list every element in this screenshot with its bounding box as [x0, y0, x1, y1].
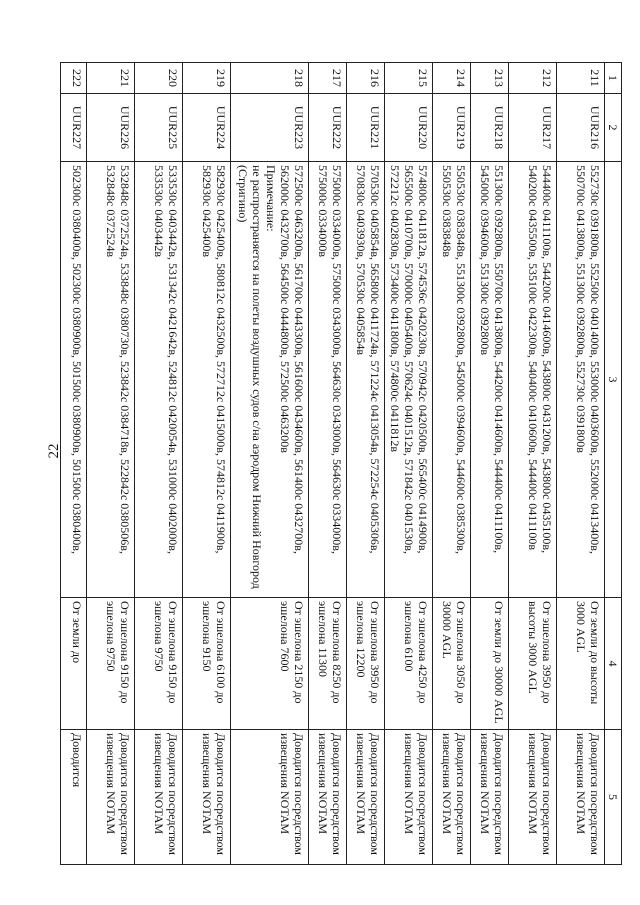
table-row — [135, 63, 183, 865]
zone-code-cell: UUR217 — [509, 94, 557, 162]
table-row — [509, 63, 557, 865]
header-cell: 3 — [605, 162, 622, 598]
row-number-cell: 218 — [231, 63, 309, 94]
altitude-cell: От земли до — [61, 598, 87, 730]
coordinates-cell — [231, 162, 309, 598]
restricted-zones-table — [60, 62, 622, 865]
coordinates-cell — [433, 162, 471, 598]
row-number-cell: 221 — [87, 63, 135, 94]
header-cell: 5 — [605, 730, 622, 865]
coordinates-text: 551300с 0392800в, 550700с 0413800в, 544200с 0414600в, 544400с 0411100в, 545000с 0394600в, 551300с 0392800в — [478, 165, 506, 554]
table-row — [433, 63, 471, 865]
coordinates-cell — [557, 162, 605, 598]
page-number: 22 — [46, 443, 62, 459]
coordinates-cell — [509, 162, 557, 598]
coordinates-cell — [385, 162, 433, 598]
notam-cell: Доводится посредством извещения NOTAM — [347, 730, 385, 865]
altitude-cell: От эшелона 4250 до эшелона 6100 — [385, 598, 433, 730]
coordinates-text: 550530с 0383848в, 551300с 0392800в, 545000с 0394600в, 544600с 0385300в, 550530с 0383848в — [440, 165, 468, 554]
notam-cell: Доводится посредством извещения NOTAM — [231, 730, 309, 865]
altitude-cell: От эшелона 3950 до высоты 3000 AGL — [509, 598, 557, 730]
table-row — [87, 63, 135, 865]
coordinates-text: 570530с 0405854в, 565800с 0411724в, 571224с 0413054в, 572254с 0405306в, 570830с 0403930в, 570530с 0405854в — [354, 165, 382, 554]
coordinates-cell — [471, 162, 509, 598]
zone-code-cell: UUR220 — [385, 94, 433, 162]
zone-code-cell: UUR226 — [87, 94, 135, 162]
table-header-row — [605, 63, 622, 865]
notam-cell: Доводится посредством извещения NOTAM — [385, 730, 433, 865]
coordinates-cell — [135, 162, 183, 598]
altitude-cell: От эшелона 8250 до эшелона 11300 — [309, 598, 347, 730]
altitude-cell: От эшелона 9150 до эшелона 9750 — [87, 598, 135, 730]
coordinates-text: 532848с 0372524в, 533848с 0380730в, 523842с 0384718в, 522842с 0380506в, 532848с 0372524в — [104, 165, 132, 554]
coordinates-text: 582930с 0425400в, 580812с 0432500в, 572712с 0415000в, 574812с 0411900в, 582930с 0425400в — [200, 165, 228, 554]
row-number-cell: 222 — [61, 63, 87, 94]
header-cell: 1 — [605, 63, 622, 94]
notam-cell: Доводится посредством извещения NOTAM — [433, 730, 471, 865]
note-label: Примечание: — [264, 165, 278, 232]
altitude-cell: От эшелона 3950 до эшелона 12200 — [347, 598, 385, 730]
notam-cell: Доводится посредством извещения NOTAM — [557, 730, 605, 865]
table-row — [231, 63, 309, 865]
row-number-cell: 212 — [509, 63, 557, 94]
table-row — [61, 63, 87, 865]
coordinates-text: 575000с 0334000в, 575000с 0343000в, 564630с 0343000в, 564630с 0334000в, 575000с 0334000в — [316, 165, 344, 554]
notam-cell: Доводится посредством извещения NOTAM — [87, 730, 135, 865]
coordinates-cell — [87, 162, 135, 598]
coordinates-cell — [309, 162, 347, 598]
rotated-page-content — [70, 62, 622, 864]
row-number-cell: 219 — [183, 63, 231, 94]
coordinates-cell — [347, 162, 385, 598]
notam-cell: Доводится посредством извещения NOTAM — [309, 730, 347, 865]
notam-cell: Доводится — [61, 730, 87, 865]
zone-code-cell: UUR221 — [347, 94, 385, 162]
row-number-cell: 213 — [471, 63, 509, 94]
altitude-cell: От эшелона 2150 до эшелона 7600 — [231, 598, 309, 730]
coordinates-cell — [61, 162, 87, 598]
zone-code-cell: UUR222 — [309, 94, 347, 162]
zone-code-cell: UUR218 — [471, 94, 509, 162]
coordinates-text: 552730с 0391800в, 552500с 0401400в, 553000с 0403600в, 552000с 0413400в, 550700с 0413800в, 551300с 0392800в, 552730с 0391800в — [574, 165, 602, 554]
zone-code-cell: UUR216 — [557, 94, 605, 162]
row-number-cell: 211 — [557, 63, 605, 94]
table-row — [183, 63, 231, 865]
notam-cell: Доводится посредством извещения NOTAM — [183, 730, 231, 865]
altitude-cell: От эшелона 9150 до эшелона 9750 — [135, 598, 183, 730]
coordinates-text: 533530с 0403442в, 531342с 0421642в, 524812с 0420054в, 531000с 0402000в, 533530с 0403442в — [152, 165, 180, 554]
table-row — [557, 63, 605, 865]
table-body — [61, 63, 605, 865]
row-number-cell: 217 — [309, 63, 347, 94]
coordinates-text: 544400с 0411100в, 544200с 0414600в, 543800с 0431200в, 543800с 0435100в, 540200с 0435500в, 535100с 0422300в, 540400с 0410600в, 544400с 0411100в — [526, 165, 554, 554]
zone-code-cell: UUR224 — [183, 94, 231, 162]
altitude-cell: От земли до 30000 AGL — [471, 598, 509, 730]
header-cell: 2 — [605, 94, 622, 162]
note-text: не распространяется на полеты воздушных судов с/на аэродром Нижний Новгород (Стригино) — [236, 165, 264, 589]
notam-cell: Доводится посредством извещения NOTAM — [471, 730, 509, 865]
notam-cell: Доводится посредством извещения NOTAM — [135, 730, 183, 865]
table-row — [309, 63, 347, 865]
coordinates-cell — [183, 162, 231, 598]
altitude-cell: От эшелона 3050 до 30000 AGL — [433, 598, 471, 730]
zone-code-cell: UUR223 — [231, 94, 309, 162]
zone-code-cell: UUR227 — [61, 94, 87, 162]
table-row — [471, 63, 509, 865]
notam-cell: Доводится посредством извещения NOTAM — [509, 730, 557, 865]
coordinates-text: 574800с 0411812в, 574536с 0420230в, 570942с 0420500в, 565400с 0414900в, 565500с 0410700в, 570000с 0405400в, 570624с 0401512в, 571842с 0401530в, 572212с 0402830в, 573400с 0411800в, 574800с 0411812в — [388, 165, 430, 554]
header-cell: 4 — [605, 598, 622, 730]
row-number-cell: 216 — [347, 63, 385, 94]
coordinates-text: 572500с 0463200в, 561700с 0443300в, 561600с 0434600в, 561400с 0432700в, 562000с 0432700в, 564500с 0444800в, 572500с 0463200в — [278, 165, 306, 554]
row-number-cell: 214 — [433, 63, 471, 94]
zone-code-cell: UUR225 — [135, 94, 183, 162]
table-row — [347, 63, 385, 865]
altitude-cell: От эшелона 6100 до эшелона 9150 — [183, 598, 231, 730]
altitude-cell: От земли до высоты 3000 AGL — [557, 598, 605, 730]
table-row — [385, 63, 433, 865]
row-number-cell: 215 — [385, 63, 433, 94]
zone-code-cell: UUR219 — [433, 94, 471, 162]
coordinates-text: 502300с 0380400в, 502300с 0380900в, 501500с 0380900в, 501500с 0380400в, — [70, 165, 84, 554]
row-number-cell: 220 — [135, 63, 183, 94]
